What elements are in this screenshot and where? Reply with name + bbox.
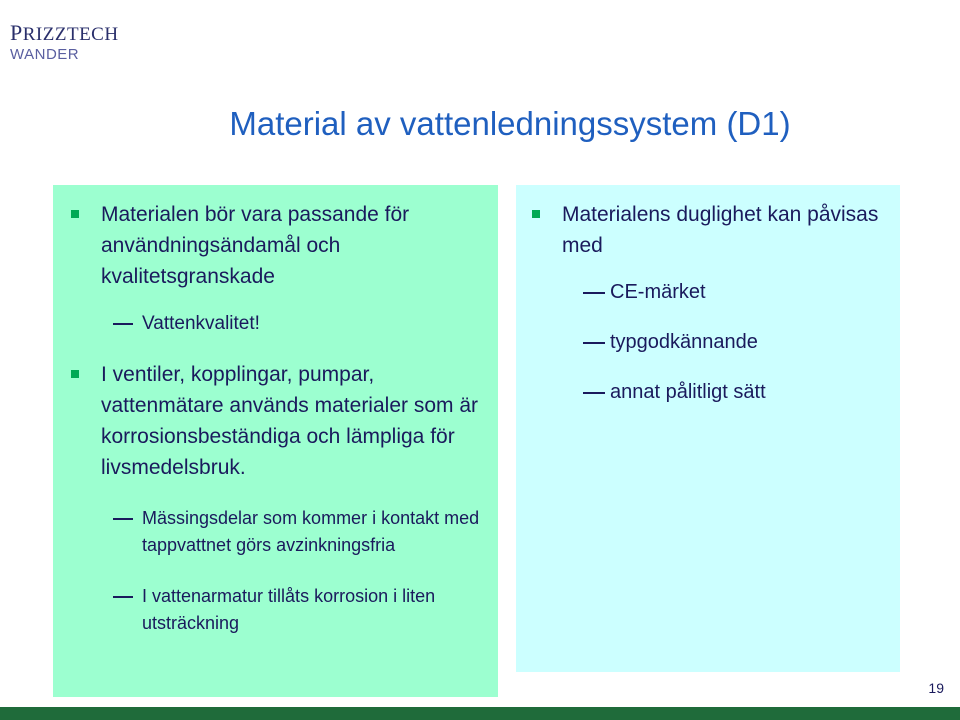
bullet-text: Materialen bör vara passande för användningsändamål och kvalitetsgranskade (101, 203, 410, 288)
company-logo (10, 22, 119, 62)
slide-title: Material av vattenledningssystem (D1) (229, 105, 791, 142)
sub-bullet-text: annat pålitligt sätt (610, 381, 766, 403)
left-content-panel (53, 185, 498, 697)
sub-bullet-text: Vattenkvalitet! (142, 313, 260, 334)
dash-icon (113, 518, 133, 520)
sub-bullet-text: typgodkännande (610, 331, 758, 353)
sub-bullet-text: I vattenarmatur tillåts korrosion i liten utsträckning (142, 586, 436, 633)
sub-bullet-text: Mässingsdelar som kommer i kontakt med tappvattnet görs avzinkningsfria (142, 508, 480, 555)
sub-bullet-text: CE-märket (610, 281, 706, 303)
sub-bullet-item (71, 583, 488, 637)
footer-bar (0, 707, 960, 720)
dash-icon (113, 323, 133, 325)
dash-icon (113, 596, 133, 598)
right-content-panel (516, 185, 900, 672)
sub-bullet-item (526, 279, 890, 306)
page-number: 19 (928, 680, 944, 696)
bullet-text: I ventiler, kopplingar, pumpar, vattenmätare används materialer som är korrosionsbeständiga och lämpliga för livsmedelsbruk. (101, 363, 479, 479)
sub-bullet-item (71, 310, 488, 337)
sub-bullet-item (71, 505, 488, 559)
bullet-item (526, 199, 890, 261)
bullet-square-icon (71, 210, 79, 218)
dash-icon (583, 292, 605, 294)
dash-icon (583, 342, 605, 344)
bullet-item (71, 359, 488, 483)
sub-bullet-item (526, 379, 890, 406)
sub-bullet-item (526, 329, 890, 356)
logo-wordmark: PRIZZTECH (10, 20, 119, 45)
dash-icon (583, 392, 605, 394)
bullet-item (71, 199, 488, 292)
logo-subtitle: WANDER (10, 46, 80, 63)
bullet-square-icon (532, 210, 540, 218)
bullet-square-icon (71, 370, 79, 378)
bullet-text: Materialens duglighet kan påvisas med (562, 203, 879, 257)
